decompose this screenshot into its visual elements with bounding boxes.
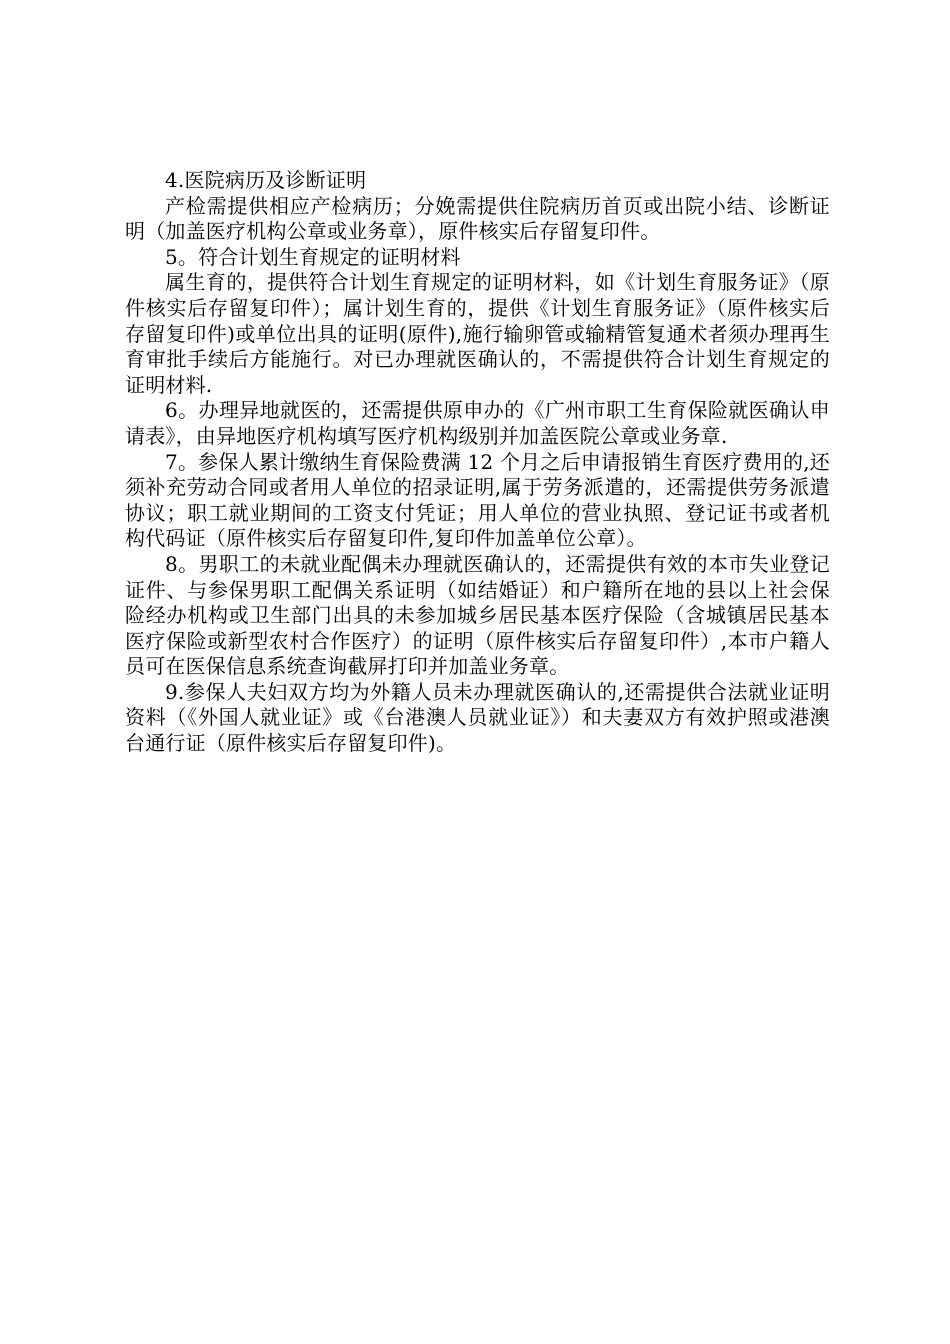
paragraph-prenatal-records: 产检需提供相应产检病历；分娩需提供住院病历首页或出院小结、诊断证明（加盖医疗机构公章或业务章），原件核实后存留复印件。 xyxy=(125,193,830,244)
paragraph-item-7: 7。参保人累计缴纳生育保险费满 12 个月之后申请报销生育医疗费用的,还须补充劳动合同或者用人单位的招录证明,属于劳务派遣的，还需提供劳务派遣协议；职工就业期间的工资支付凭证；用人单位的营业执照、登记证书或者机构代码证（原件核实后存留复印件,复印件加盖单位公章）。 xyxy=(125,449,830,551)
paragraph-family-planning: 属生育的，提供符合计划生育规定的证明材料，如《计划生育服务证》（原件核实后存留复印件）；属计划生育的，提供《计划生育服务证》（原件核实后存留复印件)或单位出具的证明(原件),施行输卵管或输精管复通术者须办理再生育审批手续后方能施行。对已办理就医确认的，不需提供符合计划生育规定的证明材料. xyxy=(125,270,830,397)
paragraph-item-9: 9.参保人夫妇双方均为外籍人员未办理就医确认的,还需提供合法就业证明资料（《外国人就业证》或《台港澳人员就业证》）和夫妻双方有效护照或港澳台通行证（原件核实后存留复印件)。 xyxy=(125,679,830,756)
paragraph-item-6: 6。办理异地就医的，还需提供原申办的《广州市职工生育保险就医确认申请表》，由异地医疗机构填写医疗机构级别并加盖医院公章或业务章. xyxy=(125,398,830,448)
paragraph-heading-4: 4.医院病历及诊断证明 xyxy=(165,168,367,192)
paragraph-heading-5: 5。符合计划生育规定的证明材料 xyxy=(165,244,461,269)
paragraph-item-8: 8。男职工的未就业配偶未办理就医确认的，还需提供有效的本市失业登记证件、与参保男职工配偶关系证明（如结婚证）和户籍所在地的县以上社会保险经办机构或卫生部门出具的未参加城乡居民基本医疗保险（含城镇居民基本医疗保险或新型农村合作医疗）的证明（原件核实后存留复印件）,本市户籍人员可在医保信息系统查询截屏打印并加盖业务章。 xyxy=(125,551,830,679)
document-body xyxy=(125,168,830,757)
